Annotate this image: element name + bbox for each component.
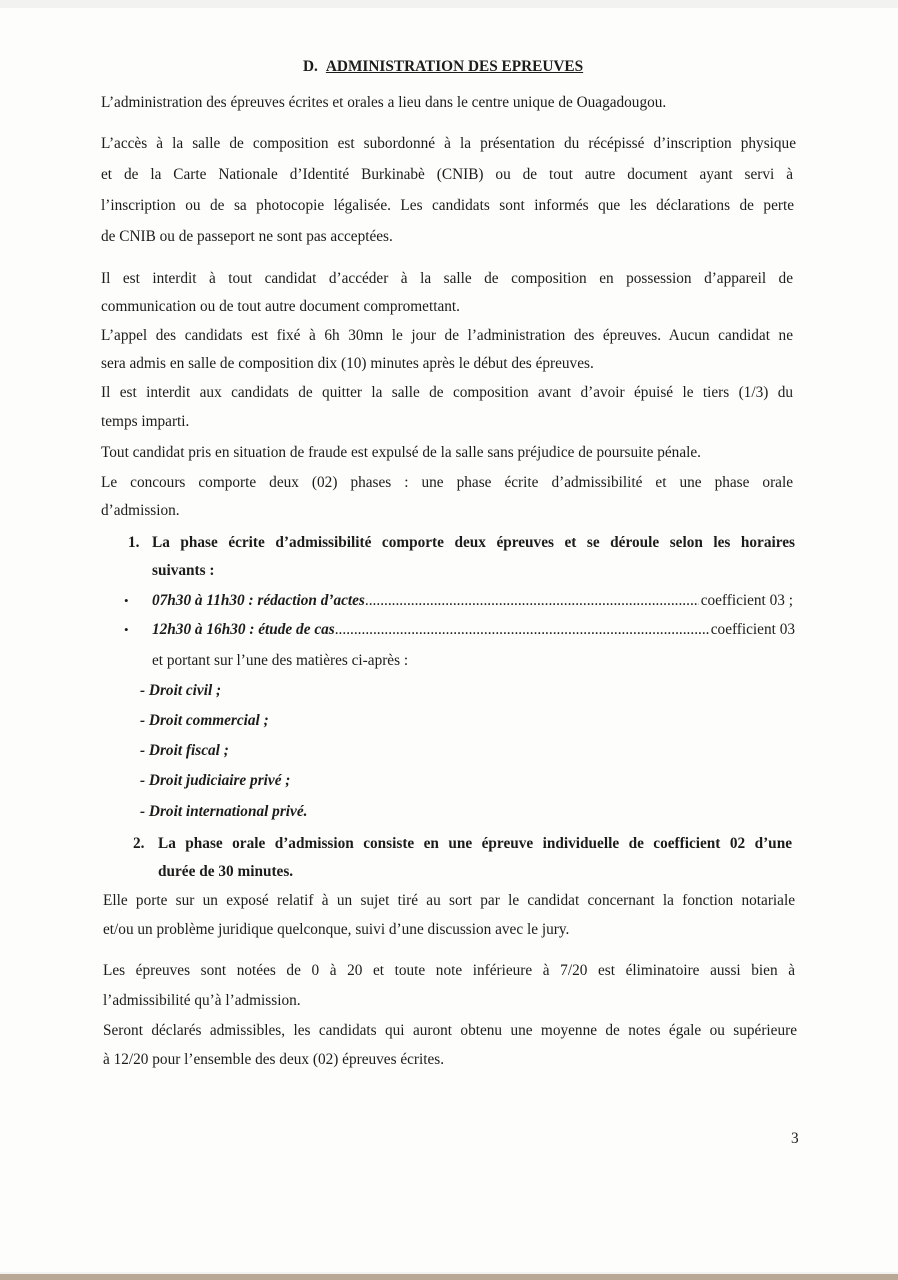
bullet-icon: • [124,593,129,608]
paragraph-line: Le concours comporte deux (02) phases : une phase écrite d’admissibilité et une phase orale [101,474,793,491]
page-bottom-edge [0,1274,898,1280]
paragraph-line: Tout candidat pris en situation de fraude est expulsé de la salle sans préjudice de poursuite pénale. [101,444,701,461]
paragraph-line: Elle porte sur un exposé relatif à un sujet tiré au sort par le candidat concernant la fonction notariale [103,892,795,909]
section-title: ADMINISTRATION DES EPREUVES [325,58,584,75]
subject-item: - Droit judiciaire privé ; [140,772,291,789]
paragraph-line: Il est interdit à tout candidat d’accéder à la salle de composition en possession d’appareil de [101,270,793,287]
phase1-heading-line: suivants : [152,562,215,579]
paragraph-line: à 12/20 pour l’ensemble des deux (02) épreuves écrites. [103,1051,445,1068]
paragraph-line: L’accès à la salle de composition est subordonné à la présentation du récépissé d’inscription physique [101,135,796,152]
list-number: 2. [133,835,145,852]
schedule-coefficient: coefficient 03 [710,621,795,638]
list-number: 1. [128,534,140,551]
schedule-label: 12h30 à 16h30 : étude de cas [152,621,335,638]
subjects-intro: et portant sur l’une des matières ci-après : [152,652,409,669]
paragraph-line: de CNIB ou de passeport ne sont pas acceptées. [101,228,393,245]
phase2-heading-line: durée de 30 minutes. [158,863,294,880]
subject-item: - Droit commercial ; [140,712,269,729]
paragraph-line: L’appel des candidats est fixé à 6h 30mn le jour de l’administration des épreuves. Aucun candidat ne [101,327,793,344]
subject-item: - Droit fiscal ; [140,742,229,759]
paragraph-line: communication ou de tout autre document compromettant. [101,298,460,315]
paragraph-line: l’admissibilité qu’à l’admission. [103,992,301,1009]
paragraph-line: Il est interdit aux candidats de quitter la salle de composition avant d’avoir épuisé le tiers (1/3) du [101,384,793,401]
schedule-item [152,620,795,640]
schedule-coefficient: coefficient 03 ; [700,592,793,609]
dot-leader [335,620,709,640]
paragraph-line: et/ou un problème juridique quelconque, suivi d’une discussion avec le jury. [103,921,570,938]
section-number: D. [303,58,318,75]
phase2-heading-line: La phase orale d’admission consiste en une épreuve individuelle de coefficient 02 d’une [158,835,792,852]
document-page [0,8,898,1272]
schedule-label: 07h30 à 11h30 : rédaction d’actes [152,592,365,609]
paragraph-line: d’admission. [101,502,180,519]
dot-leader [365,591,699,611]
paragraph-line: temps imparti. [101,413,190,430]
subject-item: - Droit civil ; [140,682,222,699]
paragraph-line: l’inscription ou de sa photocopie légalisée. Les candidats sont informés que les déclarations de perte [101,197,794,214]
paragraph-line: Seront déclarés admissibles, les candidats qui auront obtenu une moyenne de notes égale ou supérieure [103,1022,797,1039]
paragraph-line: sera admis en salle de composition dix (10) minutes après le début des épreuves. [101,355,594,372]
phase1-heading-line: La phase écrite d’admissibilité comporte deux épreuves et se déroule selon les horaires [152,534,795,551]
section-heading [303,58,583,76]
schedule-item [152,591,793,611]
bullet-icon: • [124,622,129,637]
paragraph-line: et de la Carte Nationale d’Identité Burkinabè (CNIB) ou de tout autre document ayant servi à [101,166,793,183]
subject-item: - Droit international privé. [140,803,308,820]
paragraph-line: Les épreuves sont notées de 0 à 20 et toute note inférieure à 7/20 est éliminatoire aussi bien à [103,962,795,979]
page-number: 3 [791,1130,799,1147]
paragraph-line: L’administration des épreuves écrites et orales a lieu dans le centre unique de Ouagadougou. [101,94,667,111]
